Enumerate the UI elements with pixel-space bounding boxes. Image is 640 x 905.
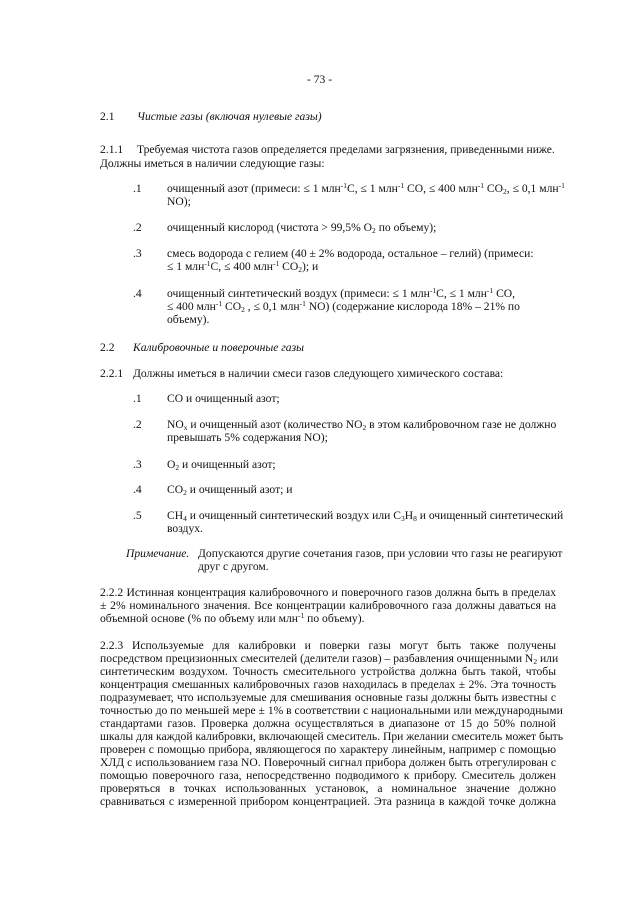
paragraph-line: концентрация смешанных калибровочных газов находилась в пределах ± 2%. Эта точность (100, 678, 556, 691)
list-item-line: $О_2$ и очищенный азот; (167, 458, 276, 472)
paragraph-number: 2.1.1 (100, 143, 124, 156)
section-title: Калибровочные и поверочные газы (133, 341, 304, 354)
paragraph-line: Требуемая чистота газов определяется пределами загрязнения, приведенными ниже. (137, 143, 555, 156)
list-item-line: воздух. (167, 522, 203, 535)
list-item-number: .2 (133, 221, 142, 234)
paragraph-line: ХЛД с использованием газа NO. Поверочный сигнал прибора должен быть отрегулирован с (100, 756, 556, 769)
paragraph-line: стандартами газов. Проверка должна осуществляться в диапазоне от 15 до 50% полной (100, 717, 556, 730)
list-item-line: ≤ 1 млн$^{-1}$С, ≤ 400 млн$^{-1}$ $СО_2$); и (167, 259, 319, 274)
paragraph-line: подразумевает, что используемые для смешивания основные газы должны быть известны с (100, 691, 556, 704)
paragraph-line: точностью до по меньшей мере ± 1% в соответствии с национальными или международными (100, 704, 563, 717)
paragraph-line: шкалы для каждой калибровки, включающей смеситель. При желании смеситель может быть (100, 730, 564, 743)
paragraph-line: проверен с помощью прибора, являющегося по характеру линейным, например с помощью (100, 743, 556, 756)
list-item-line: $CH_4$ и очищенный синтетический воздух или $C_3H_8$ и очищенный синтетический (167, 509, 564, 523)
list-item-number: .3 (133, 247, 142, 260)
list-item-line: СО и очищенный азот; (167, 392, 280, 405)
list-item-number: .3 (133, 458, 142, 471)
paragraph-line: объемной основе (% по объему или млн$^{-1}$ по объему). (100, 611, 365, 625)
list-item-line: объему). (167, 313, 210, 326)
list-item-line: очищенный азот (примеси: ≤ 1 млн$^{-1}$С, ≤ 1 млн$^{-1}$ СО, ≤ 400 млн$^{-1}$ $СО_2$, ≤ 0,1 млн$^{-1}$ (167, 181, 565, 196)
paragraph-line: помощью поверочного газа, непосредственно подводимого к прибору. Смеситель должен (100, 769, 556, 782)
paragraph-line: проверяться в точках использованных установок, а номинальное значение должно (100, 782, 556, 795)
section-number: 2.2 (100, 341, 115, 354)
paragraph-line: 2.2.2 Истинная концентрация калибровочного и поверочного газов должна быть в пределах (100, 586, 556, 599)
paragraph-line: сравниваться с измеренной прибором концентрацией. Эта разница в каждой точке должна (100, 795, 556, 808)
list-item-line: NO); (167, 195, 191, 208)
list-item-line: превышать 5% содержания NO); (167, 431, 328, 444)
section-number: 2.1 (100, 110, 115, 123)
list-item-number: .4 (133, 483, 142, 496)
list-item-line: $NO_x$ и очищенный азот (количество $NO_2$ в этом калибровочном газе не должно (167, 418, 557, 432)
paragraph-line: Должны иметься в наличии смеси газов следующего химического состава: (133, 367, 504, 380)
list-item-number: .2 (133, 418, 142, 431)
list-item-line: $СО_2$ и очищенный азот; и (167, 483, 293, 497)
paragraph-number: 2.2.1 (100, 367, 124, 380)
list-item-line: очищенный кислород (чистота > 99,5% $О_2$ по объему); (167, 221, 437, 235)
note-line: Допускаются другие сочетания газов, при условии что газы не реагируют (198, 547, 563, 560)
page-number: - 73 - (307, 73, 333, 86)
list-item-number: .5 (133, 509, 142, 522)
section-title: Чистые газы (включая нулевые газы) (137, 110, 322, 123)
list-item-number: .4 (133, 287, 142, 300)
note-label: Примечание. (126, 547, 190, 560)
paragraph-line: Должны иметься в наличии следующие газы: (100, 157, 325, 170)
paragraph-line: синтетическим воздухом. Точность смесительного устройства должна быть такой, чтобы (100, 665, 556, 678)
list-item-number: .1 (133, 392, 142, 405)
paragraph-line: ± 2% номинального значения. Все концентрации калибровочного газа должны даваться на (100, 599, 556, 612)
paragraph-line: 2.2.3 Используемые для калибровки и поверки газы могут быть также получены (100, 639, 556, 652)
list-item-line: очищенный синтетический воздух (примеси: ≤ 1 млн$^{-1}$С, ≤ 1 млн$^{-1}$ СО, (167, 286, 516, 300)
paragraph-line: посредством прецизионных смесителей (делители газов) – разбавления очищенными $N_2$ или (100, 652, 559, 666)
list-item-number: .1 (133, 182, 142, 195)
list-item-line: смесь водорода с гелием (40 ± 2% водорода, остальное – гелий) (примеси: (167, 247, 534, 260)
list-item-line: ≤ 400 млн$^{-1}$ $СО_2$ , ≤ 0,1 млн$^{-1}$ NO) (содержание кислорода 18% – 21% по (167, 299, 520, 314)
note-line: друг с другом. (198, 560, 269, 573)
